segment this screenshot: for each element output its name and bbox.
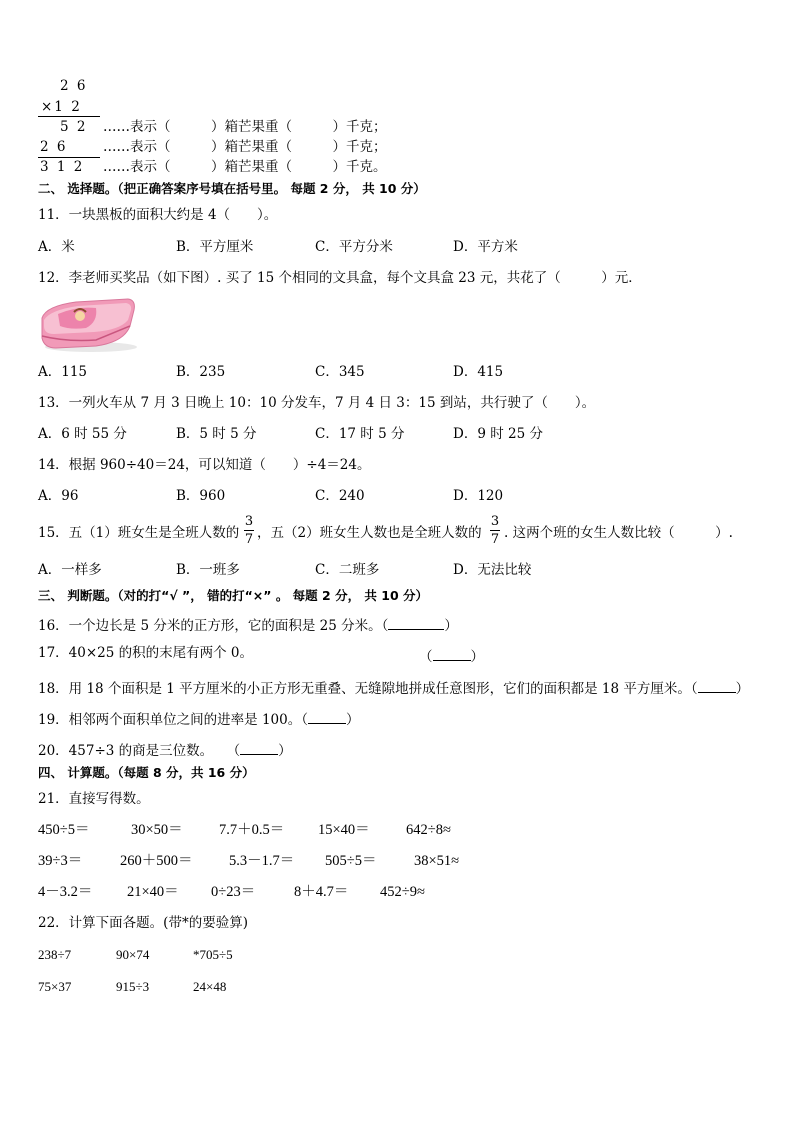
calc-item: 642÷8≈: [406, 822, 451, 838]
vmult-row2: ×1 2: [41, 99, 82, 115]
q15-option-a: A．一样多: [38, 562, 102, 578]
section-heading-choice: 二、 选择题。（把正确答案序号填在括号里。 每题 2 分， 共 10 分）: [38, 181, 426, 196]
fraction-denominator: 7: [490, 532, 500, 547]
q12-option-d: D．415: [453, 364, 504, 380]
vmult-row5: 3 1 2: [40, 159, 85, 175]
q15-option-b: B．一班多: [176, 562, 240, 578]
vmult-row1: 2 6: [60, 78, 88, 94]
calc-item: 8＋4.7＝: [294, 884, 349, 900]
q14-option-c: C．240: [315, 488, 365, 504]
question-15-part3: . 这两个班的女生人数比较（ ）.: [504, 525, 733, 541]
q20-text: 20．457÷3 的商是三位数。 （: [38, 743, 241, 759]
q12-option-b: B．235: [176, 364, 226, 380]
q12-option-c: C．345: [315, 364, 365, 380]
q15-option-c: C．二班多: [315, 562, 380, 578]
q14-option-b: B．960: [176, 488, 226, 504]
q19-text: 19．相邻两个面积单位之间的进率是 100。（: [38, 712, 308, 728]
calc-item: 452÷9≈: [380, 884, 425, 900]
calc-item: 90×74: [116, 947, 150, 962]
fraction-numerator: 3: [244, 514, 254, 529]
question-20: [38, 741, 292, 759]
pencil-case-image: [36, 296, 140, 356]
question-13: 13．一列火车从 7 月 3 日晚上 10：10 分发车，7 月 4 日 3：15 到站，共行驶了（ ）。: [38, 395, 596, 411]
question-14: 14．根据 960÷40＝24，可以知道（ ）÷4＝24。: [38, 457, 371, 473]
q20-answer-blank[interactable]: [240, 741, 278, 755]
question-15-part1: 15．五（1）班女生是全班人数的: [38, 525, 240, 541]
q16-answer-blank[interactable]: [388, 616, 444, 630]
vmult-text-1: ……表示（ ）箱芒果重（ ）千克；: [103, 119, 387, 135]
q12-option-a: A．115: [38, 364, 88, 380]
q17-answer: （ ）: [419, 649, 484, 665]
calc-item: 24×48: [193, 979, 227, 994]
calc-item: 260＋500＝: [120, 853, 193, 869]
calc-item: 21×40＝: [127, 884, 179, 900]
q11-option-d: D．平方米: [453, 239, 518, 255]
calc-item: 4－3.2＝: [38, 884, 93, 900]
question-21: 21．直接写得数。: [38, 791, 150, 807]
q19-answer-blank[interactable]: [308, 710, 346, 724]
close-paren: ）: [470, 649, 484, 665]
q18-answer-blank[interactable]: [698, 679, 736, 693]
q18-text: 18．用 18 个面积是 1 平方厘米的小正方形无重叠、无缝隙地拼成任意图形，它们的面积都是 18 平方厘米。（: [38, 681, 698, 697]
q13-option-d: D．9 时 25 分: [453, 426, 543, 442]
q17-answer-blank[interactable]: [433, 647, 471, 661]
section-heading-judge: 三、 判断题。（对的打“√ ”， 错的打“×” 。 每题 2 分， 共 10 分）: [38, 588, 429, 603]
calc-item: 39÷3＝: [38, 853, 83, 869]
q11-option-c: C．平方分米: [315, 239, 393, 255]
calc-item: 5.3－1.7＝: [229, 853, 295, 869]
fraction-denominator: 7: [244, 532, 254, 547]
vmult-rule-1: [38, 116, 100, 117]
calc-item: 450÷5＝: [38, 822, 90, 838]
vmult-row3: 5 2: [60, 119, 88, 135]
q15-fraction-2: [490, 515, 500, 546]
q14-option-a: A．96: [38, 488, 79, 504]
calc-item: 15×40＝: [318, 822, 370, 838]
q13-option-b: B．5 时 5 分: [176, 426, 257, 442]
q11-option-a: A．米: [38, 239, 75, 255]
q14-option-d: D．120: [453, 488, 504, 504]
question-11: 11．一块黑板的面积大约是 4（ ）。: [38, 207, 278, 223]
q15-fraction-1: [244, 515, 254, 546]
section-heading-calc: 四、 计算题。（每题 8 分，共 16 分）: [38, 765, 255, 780]
close-paren: ）: [346, 712, 360, 728]
close-paren: ）: [735, 681, 750, 697]
close-paren: ）: [444, 618, 458, 634]
calc-item: 915÷3: [116, 979, 150, 994]
vmult-text-2: ……表示（ ）箱芒果重（ ）千克；: [103, 139, 387, 155]
calc-item: 75×37: [38, 979, 72, 994]
vmult-row4: 2 6: [40, 139, 68, 155]
calc-item: 238÷7: [38, 947, 72, 962]
calc-item: *705÷5: [193, 947, 233, 962]
calc-item: 505÷5＝: [325, 853, 377, 869]
q13-option-a: A．6 时 55 分: [38, 426, 127, 442]
calc-item: 30×50＝: [131, 822, 183, 838]
question-17: 17．40×25 的积的末尾有两个 0。: [38, 645, 254, 661]
q15-option-d: D．无法比较: [453, 562, 532, 578]
vmult-text-3: ……表示（ ）箱芒果重（ ）千克。: [103, 159, 387, 175]
question-16: [38, 616, 458, 634]
calc-item: 0÷23＝: [211, 884, 256, 900]
question-22: 22．计算下面各题。(带*的要验算): [38, 915, 248, 931]
q13-option-c: C．17 时 5 分: [315, 426, 405, 442]
question-12: 12．李老师买奖品（如下图）. 买了 15 个相同的文具盒，每个文具盒 23 元，共花了（ ）元．: [38, 270, 642, 286]
q11-option-b: B．平方厘米: [176, 239, 254, 255]
question-19: [38, 710, 360, 728]
vmult-rule-2: [38, 157, 100, 158]
close-paren: ）: [278, 743, 292, 759]
fraction-numerator: 3: [490, 514, 500, 529]
calc-item: 38×51≈: [414, 853, 460, 869]
question-15-part2: ，五（2）班女生人数也是全班人数的: [257, 525, 482, 541]
question-18: [38, 679, 749, 697]
q16-text: 16．一个边长是 5 分米的正方形，它的面积是 25 分米。（: [38, 618, 389, 634]
calc-item: 7.7＋0.5＝: [219, 822, 285, 838]
